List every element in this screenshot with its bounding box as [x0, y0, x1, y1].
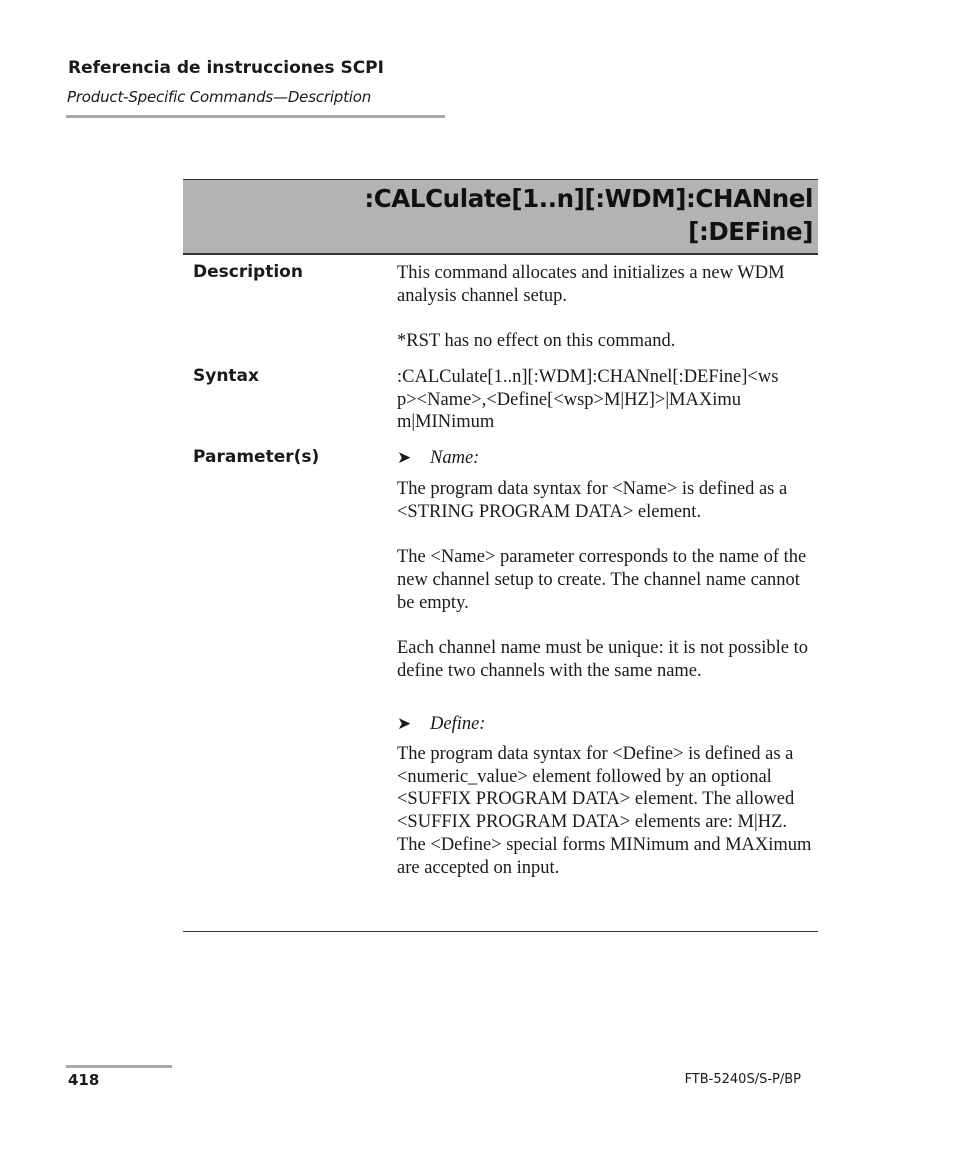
header-divider [66, 115, 445, 118]
param-name-body [397, 478, 817, 682]
table-bottom-rule [183, 931, 818, 932]
param-define-para-1: The program data syntax for <Define> is defined as a <numeric_value> element followed by an optional <SUFFIX PROGRAM DATA> element. The allowed <SUFFIX PROGRAM DATA> elements are: M|HZ. The <Define> special forms MINimum and MAXimum are accepted on input. [397, 744, 812, 878]
running-header-title: Referencia de instrucciones SCPI [68, 58, 384, 78]
syntax-line-1: :CALCulate[1..n][:WDM]:CHANnel[:DEFine]<ws [397, 367, 779, 387]
arrow-bullet-icon: ➤ [397, 448, 412, 468]
command-title [364, 182, 813, 248]
command-heading-box [183, 179, 818, 255]
running-header-subtitle: Product-Specific Commands—Description [67, 88, 372, 106]
syntax-line-3: m|MINimum [397, 412, 495, 433]
command-title-line1: :CALCulate[1..n][:WDM]:CHANnel [364, 184, 813, 213]
command-title-line2: [:DEFine] [688, 217, 813, 246]
product-name: FTB-5240S/S-P/BP [684, 1072, 801, 1087]
syntax-line-2: p><Name>,<Define[<wsp>M|HZ]>|MAXimu [397, 389, 742, 410]
page-number: 418 [68, 1071, 100, 1089]
description-body [397, 262, 817, 353]
description-label: Description [193, 262, 303, 282]
param-name-para-1: The program data syntax for <Name> is defined as a <STRING PROGRAM DATA> element. [397, 479, 788, 522]
param-name-para-2: The <Name> parameter corresponds to the name of the new channel setup to create. The channel name cannot be empty. [397, 547, 807, 613]
rst-note: *RST has no effect on this command. [397, 331, 676, 352]
footer-divider [66, 1065, 172, 1068]
param-define-title: Define: [430, 714, 486, 734]
description-text: This command allocates and initializes a new WDM analysis channel setup. [397, 263, 785, 306]
syntax-label: Syntax [193, 366, 259, 386]
param-define-bullet [397, 713, 485, 736]
parameters-label: Parameter(s) [193, 447, 320, 467]
param-name-para-3: Each channel name must be unique: it is not possible to define two channels with the same name. [397, 637, 809, 681]
arrow-bullet-icon: ➤ [397, 714, 412, 734]
syntax-body [397, 366, 817, 434]
param-name-title: Name: [430, 448, 480, 468]
param-define-body [397, 743, 817, 879]
param-name-bullet [397, 447, 479, 470]
